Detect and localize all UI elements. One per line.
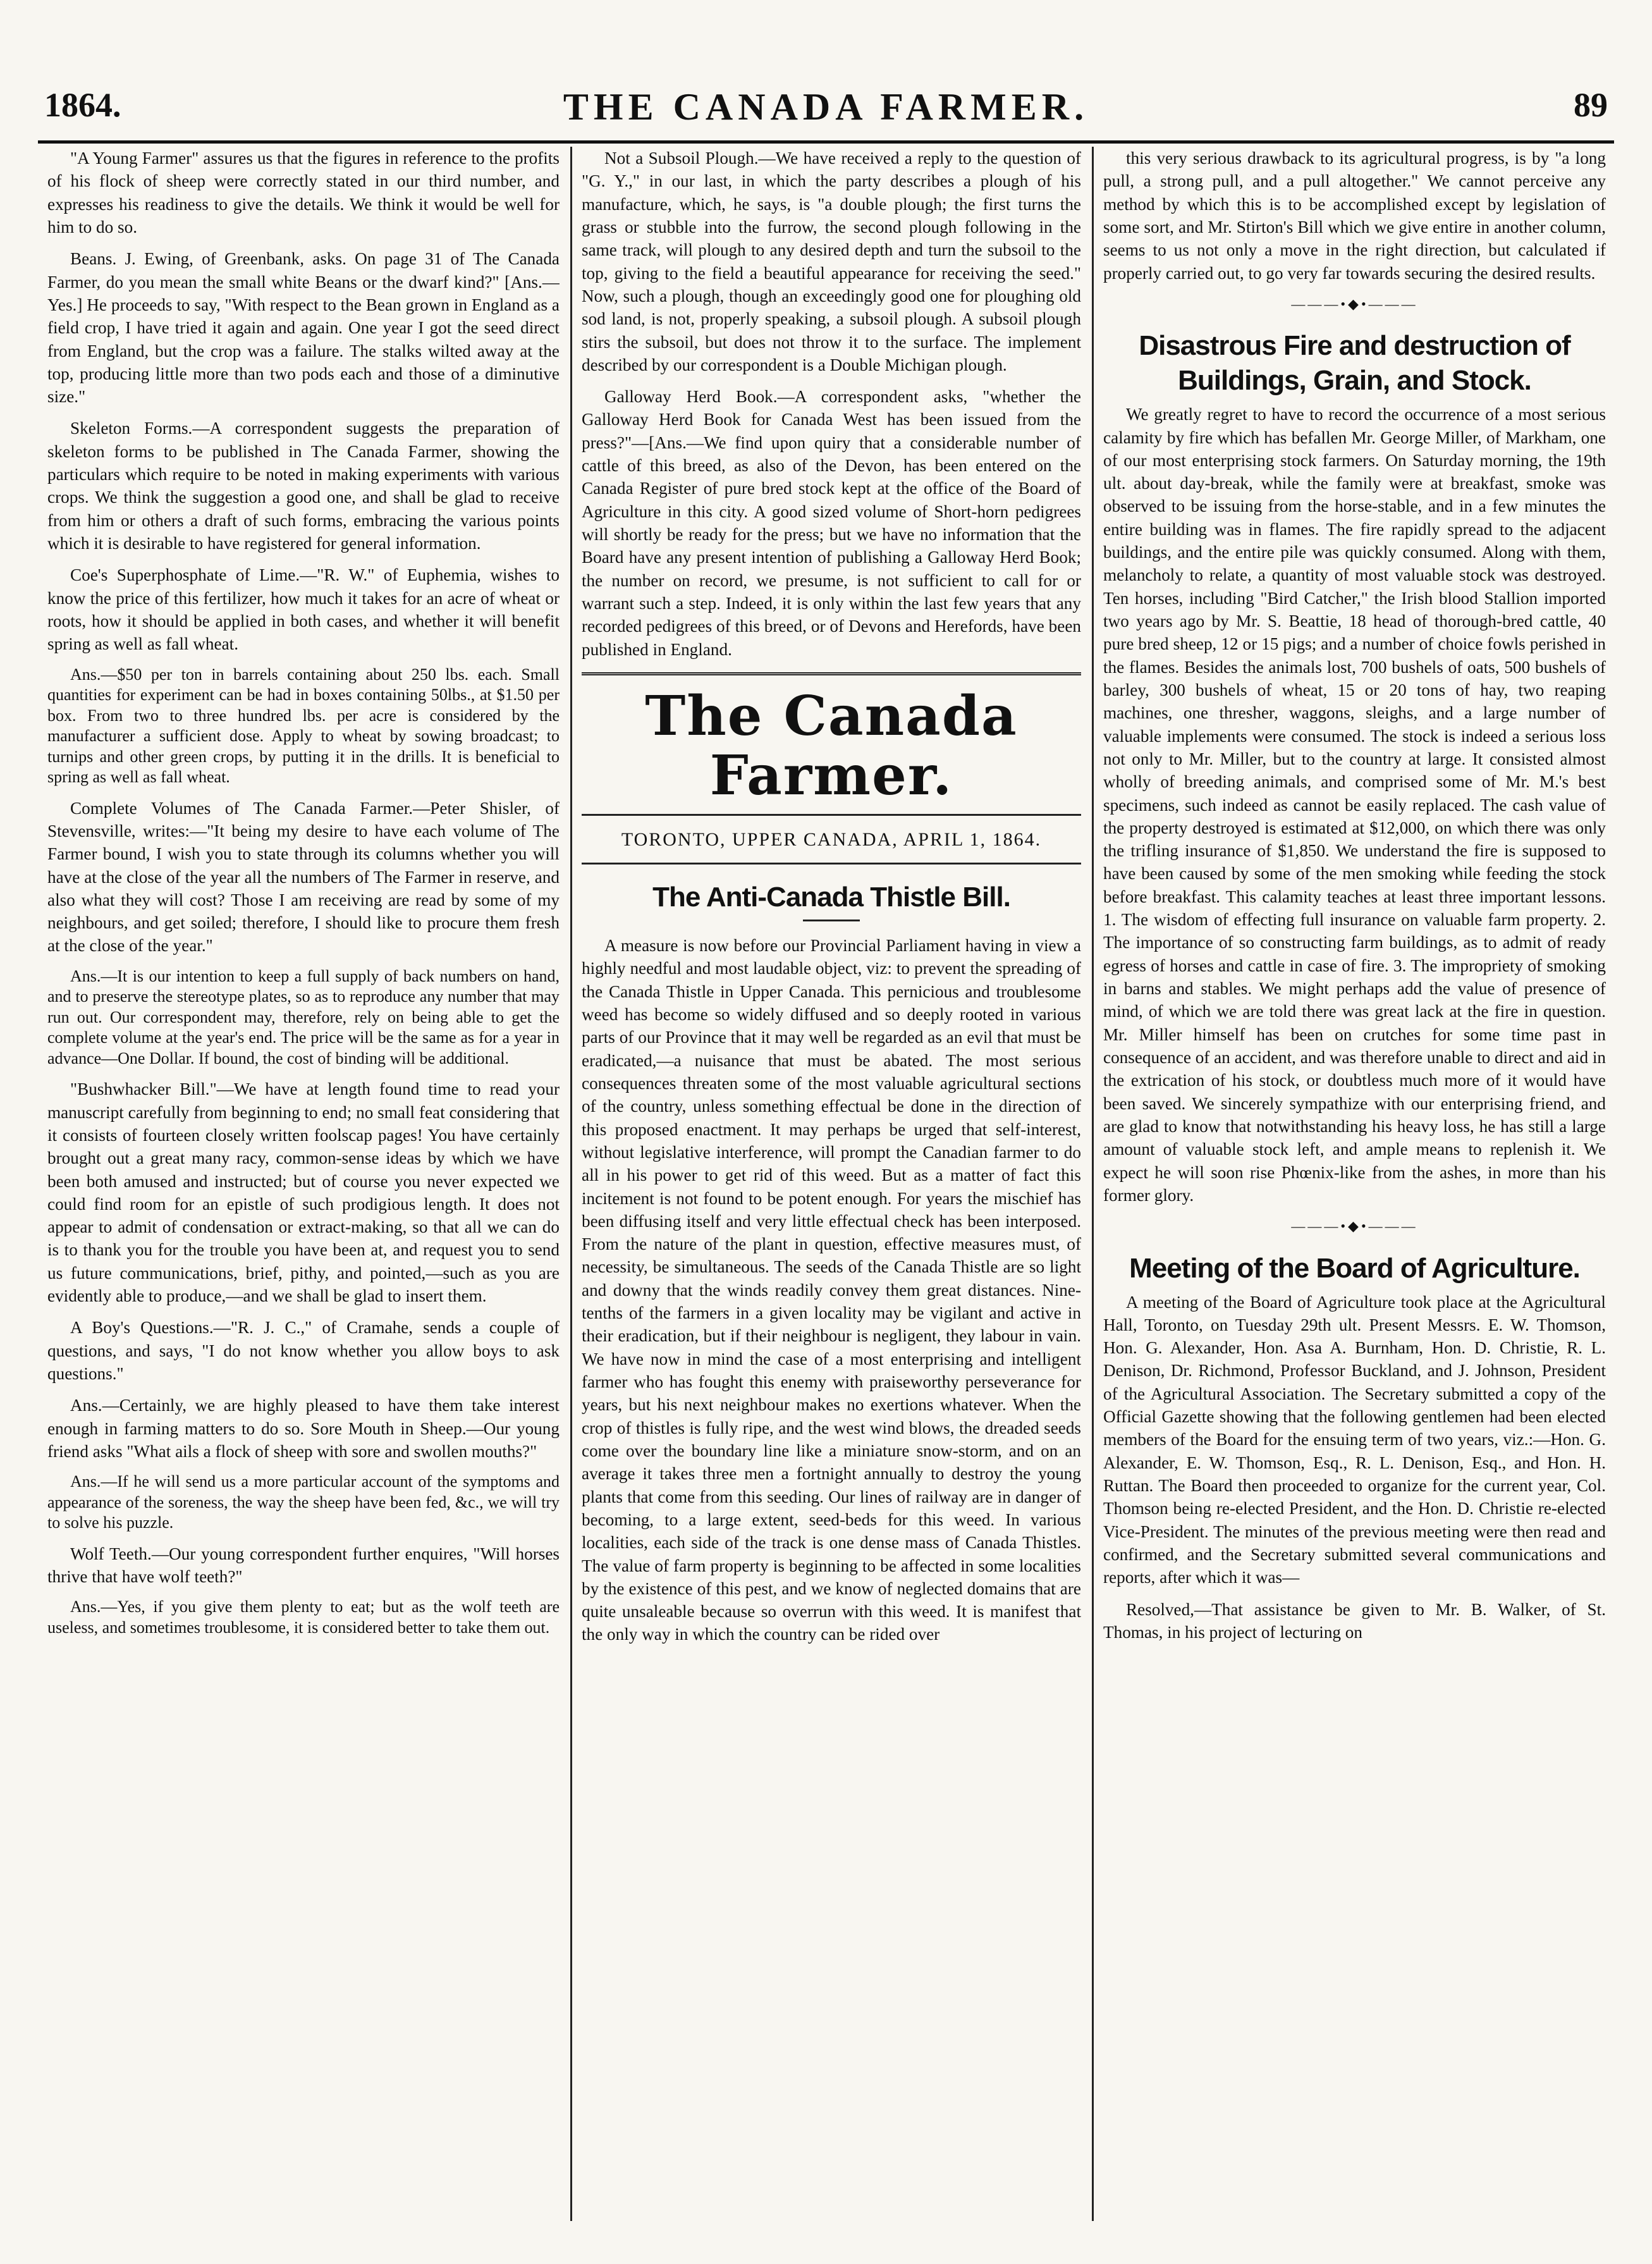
paragraph: Ans.—If he will send us a more particular account of the symptoms and appearance of the soreness, the way the sheep have been fed, &c., we will try to solve his puzzle. (47, 1472, 560, 1532)
paragraph: Not a Subsoil Plough.—We have received a reply to the question of "G. Y.," in our last, in which the party describes a plough of his manufacture, which, he says, is "a double plough; the first turns the grass or stubble into the furrow, the second plough following in the same track, will plough to any desired depth and turn the subsoil to the top, giving to the field a beautiful appearance for receiving the seed." Now, such a plough, though an exceedingly good one for ploughing old sod land, is not, properly speaking, a subsoil plough. A subsoil plough stirs the subsoil, but does not throw it to the surface. The implement described by our correspondent is a Double Michigan plough. (582, 149, 1081, 374)
masthead-title: The Canada Farmer. (645, 684, 1018, 808)
newspaper-title: THE CANADA FARMER. (563, 86, 1089, 128)
header-rule (38, 140, 1614, 144)
heading-rule (803, 920, 860, 921)
paragraph: We greatly regret to have to record the occurrence of a most serious calamity by fire which has befallen Mr. George Miller, of Markham, one of our most enterprising stock farmers. On Saturday morning, the 19th ult. about day-break, while the family were at breakfast, smoke was observed to be issuing from the horse-stable, and in a few minutes the entire building was in flames. The fire rapidly spread to the adjacent buildings, and the entire pile was quickly consumed. Along with them, melancholy to relate, a quantity of most valuable stock was destroyed. Ten horses, including "Bird Catcher," the Irish blood Stallion imported two years ago by Mr. S. Beattie, 18 head of thorough-bred cattle, 40 pure bred sheep, 12 or 15 pigs; and a number of choice fowls perished in the flames. Besides the animals lost, 700 bushels of oats, 500 bushels of barley, 300 bushels of wheat, 15 or 20 tons of hay, two reaping machines, one thresher, waggons, sleighs, and a large number of valuable implements were consumed. The stock is indeed a serious loss not only to Mr. Miller, but to the country at large. It consisted almost wholly of breeding animals, and comprised some of Mr. M.'s best specimens, such indeed as cannot be easily replaced. The cash value of the property destroyed is estimated at $12,000, on which there was only the trifling insurance of $1,850. We understand the fire is supposed to have been caused by some of the men smoking while feeding the stock before breakfast. This calamity teaches at least three important lessons. 1. The wisdom of effecting full insurance on valuable farm property. 2. The importance of so constructing farm buildings, as to admit of ready egress of horses and cattle in case of fire. 3. The impropriety of smoking in barns and stables. We might perhaps add the value of presence of mind, of which we are told there was great lack at the fire in question. Mr. Miller himself has been on crutches for some time past in consequence of an accident, and was therefore unable to direct and aid in the extrication of his stock, or doubtless much more of it would have been saved. We sincerely sympathize with our enterprising friend, and are glad to know that notwithstanding his heavy loss, he has still a large amount of valuable stock left, and ample means to replenish it. We expect he will soon rise Phœnix-like from the ashes, in more than his former glory. (1103, 405, 1606, 1205)
column-3 (1103, 147, 1606, 2202)
paragraph: Galloway Herd Book.—A correspondent asks, "whether the Galloway Herd Book for Canada West has been issued from the press?"—[Ans.—We find upon quiry that a considerable number of cattle of this breed, as also of the Devon, has been entered on the Canada Register of pure bred stock kept at the office of the Board of Agriculture in this city. A good sized volume of Short-horn pedigrees will shortly be ready for the press; but we have no information that the Board have any present intention of publishing a Galloway Herd Book; the number on record, we presume, is not sufficient to call for or warrant such a step. Indeed, it is only within the last few years that any recorded pedigrees of this breed, or of Devons and Herefords, have been published in England. (582, 387, 1081, 659)
article-heading: The Anti-Canada Thistle Bill. (652, 882, 1010, 913)
paragraph: Wolf Teeth.—Our young correspondent further enquires, "Will horses thrive that have wolf teeth?" (47, 1544, 560, 1587)
paragraph: A meeting of the Board of Agriculture took place at the Agricultural Hall, Toronto, on Tuesday 29th ult. Present Messrs. E. W. Thomson, Hon. G. Alexander, Hon. Asa A. Burnham, Hon. D. Christie, R. L. Denison, Dr. Richmond, Professor Buckland, and J. Johnson, President of the Agricultural Association. The Secretary submitted a copy of the Official Gazette showing that the following gentlemen had been elected members of the Board for the ensuing term of two years, viz.:—Hon. G. Alexander, E. W. Thomson, Esq., R. L. Denison, Esq., and Hon. H. Ruttan. The Board then proceeded to organize for the current year, Col. Thomson being re-elected President, and the Hon. D. Christie re-elected Vice-President. The minutes of the previous meeting were then read and confirmed, and the Secretary submitted several communications and reports, after which it was— (1103, 1292, 1606, 1587)
paragraph: Coe's Superphosphate of Lime.—"R. W." of Euphemia, wishes to know the price of this fertilizer, how much it takes for an acre of wheat or roots, how it should be applied in both cases, and whether it will benefit spring as well as fall wheat. (47, 565, 560, 654)
column-1 (47, 147, 560, 2202)
page-year: 1864. (44, 86, 121, 124)
column-2 (582, 147, 1081, 2202)
ornament-divider: ———•◆•——— (1291, 1218, 1418, 1234)
paragraph: "Bushwhacker Bill."—We have at length found time to read your manuscript carefully from beginning to end; no small feat considering that it consists of fourteen closely written foolscap pages! You have certainly brought out a great many racy, common-sense ideas by which we have been both amused and instructed; but of course you never expected we could find room for an epistle of such prodigious length. It does not appear to admit of condensation or extract-making, so that all we can do is to thank you for the trouble you have been at, and request you to send us future communications, brief, pithy, and pointed,—such as you are evidently able to produce,—and we shall be glad to insert them. (47, 1080, 560, 1306)
column-rule (570, 147, 572, 2221)
column-rule (1092, 147, 1094, 2221)
paragraph: Ans.—$50 per ton in barrels containing about 250 lbs. each. Small quantities for experiment can be had in boxes containing 50lbs., at $1.50 per box. From two to three hundred lbs. per acre is considered by the manufacturer a sufficient dose. Apply to wheat by sowing broadcast; to turnips and other green crops, by putting it in the drills. It is beneficial to spring as well as fall wheat. (47, 665, 560, 787)
paragraph: this very serious drawback to its agricultural progress, is by "a long pull, a strong pull, and a pull altogether." We cannot perceive any method by which this is to be accomplished except by legislation of some sort, and Mr. Stirton's Bill which we give entire in another column, seems to us not only a move in the right direction, but calculated if properly carried out, to go very far towards securing the desired results. (1103, 149, 1606, 283)
paragraph: Ans.—Yes, if you give them plenty to eat; but as the wolf teeth are useless, and sometimes troublesome, it is considered better to take them out. (47, 1597, 560, 1637)
editorial-masthead (582, 672, 1081, 816)
paragraph: Complete Volumes of The Canada Farmer.—Peter Shisler, of Stevensville, writes:—"It being my desire to have each volume of The Farmer bound, I wish you to state through its columns whether you will have at the close of the year all the numbers of The Farmer in reserve, and also what they will cost? Those I am receiving are read by some of my neighbours, and get soiled; therefore, I should like to procure them fresh at the close of the year." (47, 798, 560, 956)
paragraph: Resolved,—That assistance be given to Mr. B. Walker, of St. Thomas, in his project of lecturing on (1103, 1599, 1606, 1642)
ornament-divider: ———•◆•——— (1291, 295, 1418, 312)
article-heading: Meeting of the Board of Agriculture. (1129, 1252, 1580, 1284)
paragraph: A Boy's Questions.—"R. J. C.," of Cramahe, sends a couple of questions, and says, "I do not know whether you allow boys to ask questions." (47, 1318, 560, 1383)
article-heading: Disastrous Fire and destruction of Buildings, Grain, and Stock. (1139, 330, 1570, 397)
page-header (38, 79, 1614, 142)
page-number: 89 (1574, 86, 1608, 124)
dateline: TORONTO, UPPER CANADA, APRIL 1, 1864. (582, 827, 1081, 864)
paragraph: "A Young Farmer" assures us that the figures in reference to the profits of his flock of sheep were correctly stated in our third number, and expresses his readiness to give the details. We think it would be well for him to do so. (47, 149, 560, 237)
paragraph: Ans.—Certainly, we are highly pleased to have them take interest enough in farming matters to do so. Sore Mouth in Sheep.—Our young friend asks "What ails a flock of sheep with sore and swollen mouths?" (47, 1396, 560, 1461)
paragraph: Skeleton Forms.—A correspondent suggests the preparation of skeleton forms to be published in The Canada Farmer, showing the particulars which require to be noted in making experiments with various crops. We think the suggestion a good one, and shall be glad to receive from him or others a draft of such forms, embracing the various points which it is desirable to have registered for general information. (47, 419, 560, 553)
paragraph: Ans.—It is our intention to keep a full supply of back numbers on hand, and to preserve the stereotype plates, so as to reproduce any number that may run out. Our correspondent may, therefore, rely on being able to get the complete volume at the year's end. The price will be the same as for a year in advance—One Dollar. If bound, the cost of binding will be additional. (47, 966, 560, 1067)
paragraph: Beans. J. Ewing, of Greenbank, asks. On page 31 of The Canada Farmer, do you mean the small white Beans or the dwarf kind?" [Ans.—Yes.] He proceeds to say, "With respect to the Bean grown in England as a field crop, I have tried it again and again. One year I got the seed direct from England, but the crop was a failure. The stalks wilted away at the top, producing little more than two pods each and those of a diminutive size." (47, 249, 560, 407)
paragraph: A measure is now before our Provincial Parliament having in view a highly needful and most laudable object, viz: to prevent the spreading of the Canada Thistle in Upper Canada. This pernicious and troublesome weed has become so widely diffused and so deeply rooted in various parts of our Province that it may well be regarded as an evil that must be eradicated,—a nuisance that must be abated. The most serious consequences threaten some of the most valuable agricultural sections of the country, unless something effectual be done in the direction of this proposed enactment. It may perhaps be urged that self-interest, without legislative interference, will prompt the Canadian farmer to do all in his power to get rid of this weed. But as a matter of fact this incitement is not found to be potent enough. For years the mischief has been diffusing itself and very little effectual check has been interposed. From the nature of the plant in question, effective measures must, of necessity, be simultaneous. The seeds of the Canada Thistle are so light and downy that the winds readily convey them great distances. Nine-tenths of the farmers in a given locality may be vigilant and active in their eradication, but if their neighbour is negligent, they labour in vain. We have now in mind the case of a most enterprising and intelligent farmer who has fought this enemy with praiseworthy perseverance for years, but his next neighbour makes no exertions whatever. When the crop of thistles is fully ripe, and the west wind blows, the dreaded seeds come over the boundary line like a miniature snow-storm, and on an average it takes three men a fortnight annually to destroy the young plants that come from this seeding. Our lines of railway are in danger of becoming, to a large extent, seed-beds for this weed. In various localities, each side of the track is one dense mass of Canada Thistles. The value of farm property is beginning to be affected in some localities by the existence of this pest, and we know of neglected domains that are quite unsaleable because so overrun with this weed. It is manifest that the only way in which the country can be rided over (582, 936, 1081, 1644)
